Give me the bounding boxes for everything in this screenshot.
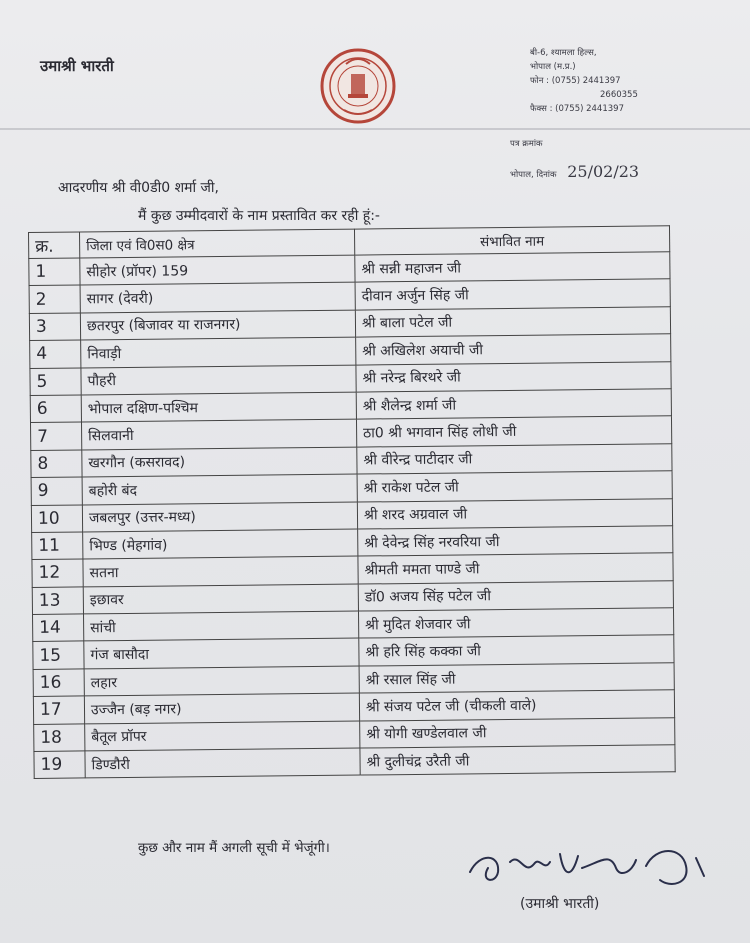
candidate-cell: श्री योगी खण्डेलवाल जी <box>360 717 675 748</box>
candidate-cell: श्री हरि सिंह कक्का जी <box>359 635 674 666</box>
serial-cell: 4 <box>30 340 81 368</box>
government-seal-icon <box>318 44 398 130</box>
column-header-serial: क्र. <box>29 232 80 259</box>
column-header-constituency: जिला एवं वि0स0 क्षेत्र <box>80 229 355 258</box>
constituency-cell: डिण्डौरी <box>85 748 360 778</box>
constituency-cell: इछावर <box>83 584 358 614</box>
fax-line: फैक्स : (0755) 2441397 <box>530 104 624 114</box>
column-header-candidate: संभावित नाम <box>354 226 669 255</box>
reference-label: पत्र क्रमांक <box>510 139 543 149</box>
serial-cell: 12 <box>32 559 83 587</box>
candidate-table <box>28 225 676 779</box>
candidate-cell: डॉ0 अजय सिंह पटेल जी <box>358 580 673 611</box>
constituency-cell: सिलवानी <box>81 419 356 449</box>
constituency-cell: छतरपुर (बिजावर या राजनगर) <box>80 310 355 340</box>
date-line <box>510 162 639 181</box>
constituency-cell: बैतूल प्रॉपर <box>85 721 360 751</box>
handwritten-signature <box>460 832 720 902</box>
candidate-cell: श्री वीरेन्द्र पाटीदार जी <box>357 444 672 475</box>
address-line: भोपाल (म.प्र.) <box>530 62 576 72</box>
serial-cell: 16 <box>33 669 84 697</box>
phone-line: फोन : (0755) 2441397 <box>530 76 621 86</box>
serial-cell: 7 <box>30 422 81 450</box>
candidate-cell: ठा0 श्री भगवान सिंह लोधी जी <box>356 416 671 447</box>
serial-cell: 14 <box>33 614 84 642</box>
serial-cell: 2 <box>29 285 80 313</box>
serial-cell: 17 <box>33 696 84 724</box>
constituency-cell: निवाड़ी <box>81 337 356 367</box>
candidate-cell: श्री शरद अग्रवाल जी <box>357 498 672 529</box>
constituency-cell: लहार <box>84 666 359 696</box>
constituency-cell: सीहोर (प्रॉपर) 159 <box>80 255 355 285</box>
intro-text: मैं कुछ उम्मीदवारों के नाम प्रस्तावित कर रही हूं:- <box>138 208 380 224</box>
candidate-cell: श्री अखिलेश अयाची जी <box>356 334 671 365</box>
serial-cell: 8 <box>31 450 82 478</box>
serial-cell: 18 <box>34 724 85 752</box>
candidate-cell: श्री शैलेन्द्र शर्मा जी <box>356 389 671 420</box>
candidate-cell: श्री देवेन्द्र सिंह नरवरिया जी <box>358 526 673 557</box>
constituency-cell: भोपाल दक्षिण-पश्चिम <box>81 392 356 422</box>
candidate-cell: श्री बाला पटेल जी <box>355 307 670 338</box>
constituency-cell: भिण्ड (मेहगांव) <box>83 529 358 559</box>
candidate-cell: श्री नरेन्द्र बिरथरे जी <box>356 361 671 392</box>
date-value: 25/02/23 <box>567 162 640 181</box>
candidate-cell: श्री दुलीचंद्र उरैती जी <box>360 745 675 776</box>
serial-cell: 15 <box>33 641 84 669</box>
constituency-cell: जबलपुर (उत्तर-मध्य) <box>82 502 357 532</box>
date-label: भोपाल, दिनांक <box>510 170 557 180</box>
sender-name: उमाश्री भारती <box>40 57 114 75</box>
constituency-cell: सतना <box>83 556 358 586</box>
signatory-name: (उमाश्री भारती) <box>520 896 600 912</box>
phone-line-2: 2660355 <box>600 90 638 100</box>
address-line: बी-6, श्यामला हिल्स, <box>530 48 597 58</box>
serial-cell: 13 <box>32 587 83 615</box>
constituency-cell: उज्जैन (बड़ नगर) <box>84 693 359 723</box>
sender-address <box>530 46 638 116</box>
footer-note: कुछ और नाम मैं अगली सूची में भेजूंगी। <box>138 840 330 856</box>
constituency-cell: सागर (देवरी) <box>80 282 355 312</box>
constituency-cell: बहोरी बंद <box>82 474 357 504</box>
constituency-cell: पौहरी <box>81 365 356 395</box>
serial-cell: 19 <box>34 751 85 779</box>
table-row <box>34 745 675 779</box>
serial-cell: 9 <box>31 477 82 505</box>
serial-cell: 6 <box>30 395 81 423</box>
candidate-cell: श्री संजय पटेल जी (चीकली वाले) <box>359 690 674 721</box>
constituency-cell: खरगौन (कसरावद) <box>82 447 357 477</box>
serial-cell: 10 <box>31 504 82 532</box>
serial-cell: 3 <box>29 313 80 341</box>
candidate-cell: श्री सन्नी महाजन जी <box>355 252 670 283</box>
candidate-cell: दीवान अर्जुन सिंह जी <box>355 279 670 310</box>
constituency-cell: सांची <box>84 611 359 641</box>
salutation: आदरणीय श्री वी0डी0 शर्मा जी, <box>58 180 219 196</box>
candidate-cell: श्री रसाल सिंह जी <box>359 663 674 694</box>
reference-line <box>510 138 543 149</box>
constituency-cell: गंज बासौदा <box>84 639 359 669</box>
serial-cell: 11 <box>32 532 83 560</box>
serial-cell: 5 <box>30 368 81 396</box>
candidate-cell: श्रीमती ममता पाण्डे जी <box>358 553 673 584</box>
candidate-cell: श्री राकेश पटेल जी <box>357 471 672 502</box>
candidate-cell: श्री मुदित शेजवार जी <box>358 608 673 639</box>
serial-cell: 1 <box>29 258 80 286</box>
